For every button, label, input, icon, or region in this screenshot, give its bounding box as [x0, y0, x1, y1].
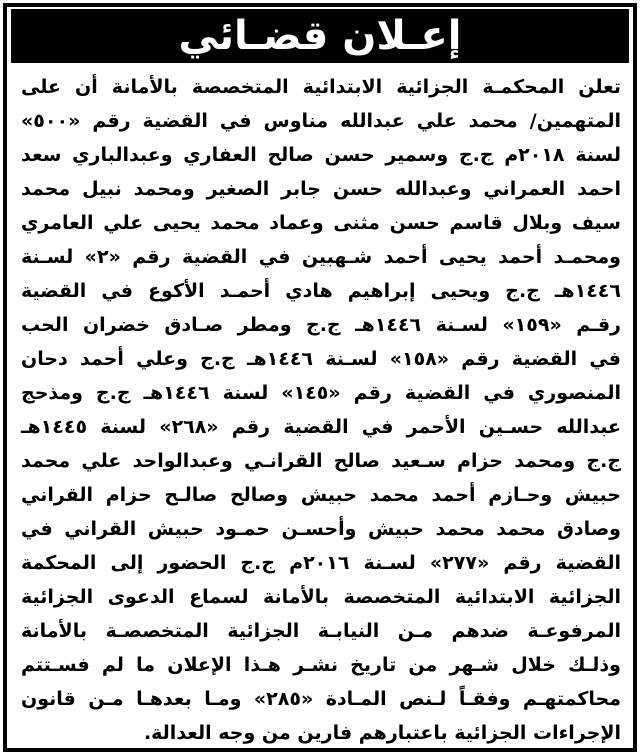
notice-body: [7, 70, 633, 750]
notice-line: في القضية رقم «١٥٨» لسـنة ١٤٤٦هـ ج.ج وعلي أحمد دحان: [21, 348, 621, 370]
notice-title: إعـلان قضـائي: [11, 9, 629, 63]
notice-line: ومحمـد أحمد يحيى أحمد شـهبين في القضية رقم «٢» لسـنة: [21, 246, 621, 268]
notice-line: القضية رقم «٢٧٧» لسـنة ٢٠١٦م ج.ج الحضور إلى المحكمة: [21, 552, 622, 574]
notice-line-last: الإجراءات الجزائية باعتبارهم فارين من وجه العدالة.: [143, 722, 621, 744]
notice-line: رقـم «١٥٩» لسـنة ١٤٤٦هـ ج.ج ومطر صـادق خضران الحب: [21, 314, 621, 336]
notice-line: لسنة ٢٠١٨م ج.ج وسمير حسن صالح العفاري وعبدالباري سعد: [21, 144, 621, 166]
notice-line: احمد العمراني وعبدالله حسن جابر الصغير ومحمد نبيل محمد: [21, 178, 621, 200]
notice-line: ١٤٤٦هـ ج.ج ويحيى إبراهيم هادي أحمـد الأكوع في القضية: [21, 280, 621, 302]
notice-line: وذلـك خلال شـهر من تاريخ نشـر هـذا الإعلان ما لم فسـتتم: [21, 654, 621, 676]
notice-line: المتهمين/ محمد علي عبدالله مناوس في القضية رقم «٥٠٠»: [21, 110, 621, 132]
notice-line: تعلن المحكمـة الجزائية الابتدائية المتخصصة بالأمانة أن على: [21, 76, 621, 98]
notice-line: المرفوعـة ضدهم مـن النيابـة الجزائية المتخصصـة بالأمانة: [21, 620, 621, 642]
notice-frame: [3, 3, 637, 752]
notice-line: وصادق محمد محمد حبيش وأحسـن حمـود حبيش القراني في: [21, 518, 621, 540]
notice-line: حبيش وحـازم أحمد محمد حبيش وصالح صالـح حزام القراني: [21, 484, 621, 506]
notice-line: سيف وبلال قاسم حسن مثنى وعماد محمد يحيى علي العامري: [21, 212, 621, 234]
notice-line: محاكمتهـم وفقـاً لـنص المـادة «٢٨٥» ومـا بعدهـا مـن قانون: [21, 688, 621, 710]
notice-line: ج.ج ومحمد حزام سـعيد صالح القرانـي وعبدالواحد علي محمد: [21, 450, 621, 472]
notice-line: المنصوري في القضية رقم «١٤٥» لسنة ١٤٤٦هـ ج.ج ومذحج: [21, 382, 621, 404]
notice-line: الجزائية الابتدائية المتخصصة بالأمانة لسماع الدعوى الجزائية: [21, 586, 621, 608]
notice-line: عبدالله حسـين الأحمر في القضية رقم «٢٦٨» لسنة ١٤٤٥هـ: [21, 416, 621, 438]
